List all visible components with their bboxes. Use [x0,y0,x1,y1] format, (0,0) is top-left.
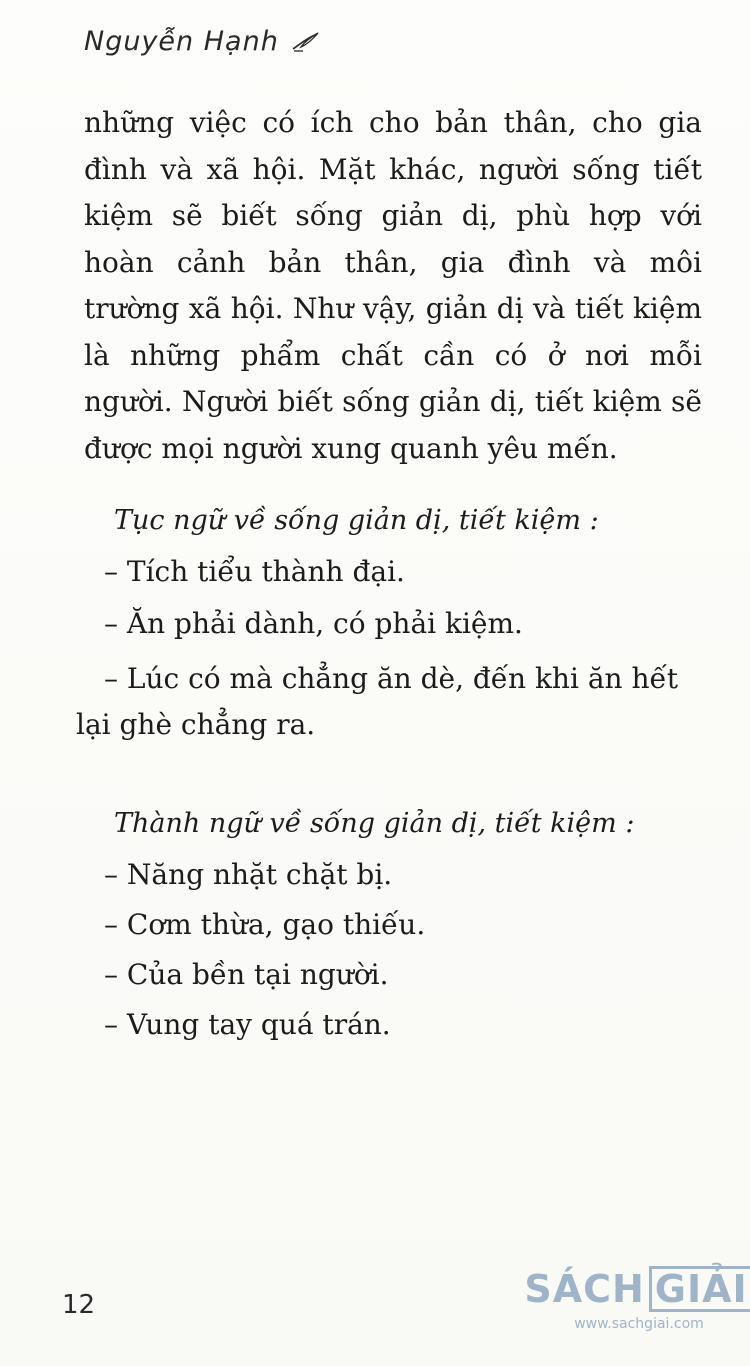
running-header [84,26,321,57]
watermark-url: www.sachgiai.com [574,1316,704,1332]
body-paragraph: những việc có ích cho bản thân, cho gia đình và xã hội. Mặt khác, người sống tiết kiệm sẽ biết sống giản dị, phù hợp với hoàn cảnh bản thân, gia đình và môi trường xã hội. Như vậy, giản dị và tiết kiệm là những phẩm chất cần có ở nơi mỗi người. Người biết sống giản dị, tiết kiệm sẽ được mọi người xung quanh yêu mến. [84,106,702,465]
idiom-item: – Vung tay quá trán. [104,1008,391,1041]
idiom-item: – Cơm thừa, gạo thiếu. [104,908,426,941]
proverbs-heading: Tục ngữ về sống giản dị, tiết kiệm : [114,505,599,536]
author-name: Nguyễn Hạnh [84,26,279,57]
page-number: 12 [62,1290,96,1320]
proverb-item: – Lúc có mà chẳng ăn dè, đến khi ăn hết lại ghè chẳng ra. [76,662,678,741]
watermark-logo [524,1266,748,1312]
quill-pen-icon [291,31,321,53]
watermark-brand-right: GIẢI [649,1266,750,1312]
idioms-heading: Thành ngữ về sống giản dị, tiết kiệm : [114,808,635,839]
watermark-brand-left: SÁCH [524,1267,645,1311]
proverb-item: – Ăn phải dành, có phải kiệm. [104,607,523,640]
watermark [524,1266,748,1332]
proverb-item: – Tích tiểu thành đại. [104,555,405,588]
idiom-item: – Năng nhặt chặt bị. [104,858,393,891]
idiom-item: – Của bền tại người. [104,958,389,991]
